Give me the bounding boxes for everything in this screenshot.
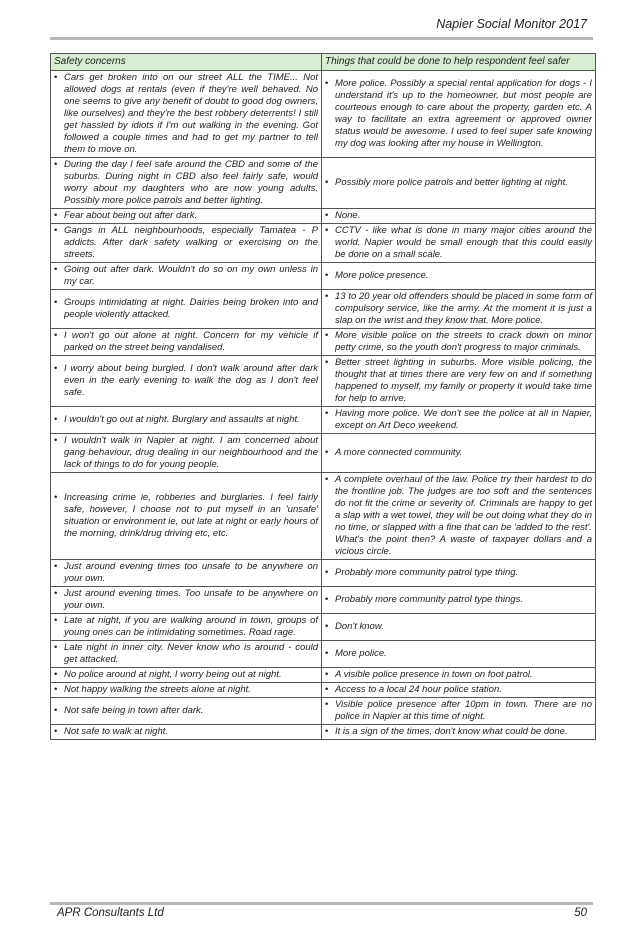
table-row xyxy=(51,290,596,329)
suggestion-cell xyxy=(322,356,596,407)
suggestion-text: None. xyxy=(335,210,361,221)
safety-concern-cell xyxy=(51,224,322,263)
bullet-icon: • xyxy=(325,684,329,695)
suggestion-cell xyxy=(322,560,596,587)
safety-concern-cell xyxy=(51,209,322,224)
safety-concern-text: Late at night, if you are walking around in town, groups of young ones can be intimidating sometimes. Road rage. xyxy=(64,615,318,638)
table-row xyxy=(51,209,596,224)
bullet-icon: • xyxy=(325,177,329,188)
bullet-icon: • xyxy=(325,291,329,302)
table-row xyxy=(51,668,596,683)
suggestion-text: Probably more community patrol type thing. xyxy=(335,567,519,578)
suggestion-cell xyxy=(322,614,596,641)
safety-concern-text: No police around at night, I worry being out at night. xyxy=(64,669,282,680)
table-row xyxy=(51,356,596,407)
table-row xyxy=(51,263,596,290)
suggestion-text: Better street lighting in suburbs. More visible policing, the thought that at times there are very few on and if something happened to myself, my family or property it would take time for help to arrive. xyxy=(335,357,592,404)
suggestion-text: More police. Possibly a special rental application for dogs - I understand it's up to the homeowner, but most people are courteous enough to care about the property, garden etc. A way to facilitate an extra agreement or approved owner status would be awesome. I used to feel super safe knowing my dog was looking after my house in Wellington. xyxy=(335,78,592,149)
bullet-icon: • xyxy=(54,726,58,737)
safety-concern-text: Just around evening times. Too unsafe to be anywhere on your own. xyxy=(64,588,318,611)
bullet-icon: • xyxy=(54,363,58,374)
safety-concern-cell xyxy=(51,725,322,740)
safety-concern-cell xyxy=(51,434,322,473)
safety-concern-text: Fear about being out after dark. xyxy=(64,210,198,221)
suggestion-cell xyxy=(322,587,596,614)
safety-concern-text: Gangs in ALL neighbourhoods, especially Tamatea - P addicts. After dark safety walking or exercising on the streets. xyxy=(64,225,318,260)
bullet-icon: • xyxy=(325,621,329,632)
table-row xyxy=(51,641,596,668)
suggestion-text: A visible police presence in town on foot patrol. xyxy=(335,669,533,680)
table-row xyxy=(51,407,596,434)
bullet-icon: • xyxy=(325,270,329,281)
safety-concern-text: Going out after dark. Wouldn't do so on my own unless in my car. xyxy=(64,264,318,287)
suggestion-text: 13 to 20 year old offenders should be placed in some form of compulsory service, like the army. At the moment it is just a slap on the wrist and they know that. More police. xyxy=(335,291,592,326)
bullet-icon: • xyxy=(54,330,58,341)
safety-concern-cell xyxy=(51,356,322,407)
bullet-icon: • xyxy=(54,210,58,221)
suggestion-text: A complete overhaul of the law. Police try their hardest to do the frontline job. The judges are too soft and the sentences do not fit the crime or severity of. Criminals are happy to get a slap with a wet towel, they will be out doing what they do in no time, or slapped with a fine that can be 'added to the rest'. What's the point then? A waste of taxpayer dollars and a vicious circle. xyxy=(335,474,592,557)
column-header-safety-concerns: Safety concerns xyxy=(51,54,322,71)
bullet-icon: • xyxy=(325,474,329,485)
bullet-icon: • xyxy=(54,705,58,716)
suggestion-cell xyxy=(322,434,596,473)
table-body xyxy=(51,71,596,740)
suggestion-cell xyxy=(322,290,596,329)
safety-concern-cell xyxy=(51,614,322,641)
bullet-icon: • xyxy=(54,159,58,170)
safety-concern-cell xyxy=(51,329,322,356)
safety-concern-cell xyxy=(51,263,322,290)
suggestion-text: Possibly more police patrols and better lighting at night. xyxy=(335,177,568,188)
safety-concern-text: Not happy walking the streets alone at night. xyxy=(64,684,251,695)
suggestion-cell xyxy=(322,725,596,740)
bullet-icon: • xyxy=(54,297,58,308)
safety-concern-text: Just around evening times too unsafe to be anywhere on your own. xyxy=(64,561,318,584)
bullet-icon: • xyxy=(325,225,329,236)
page-number: 50 xyxy=(574,907,587,919)
bullet-icon: • xyxy=(54,492,58,503)
safety-concern-cell xyxy=(51,641,322,668)
safety-concern-text: During the day I feel safe around the CBD and some of the suburbs. During night in CBD also feel fairly safe, would worry about my daughters who are now young adults. Possibly more police patrols and better lighting. xyxy=(64,159,318,206)
suggestion-text: Visible police presence after 10pm in town. There are no police in Napier at this time of night. xyxy=(335,699,592,722)
bullet-icon: • xyxy=(54,414,58,425)
suggestion-cell xyxy=(322,71,596,158)
suggestion-text: A more connected community. xyxy=(335,447,463,458)
table-row xyxy=(51,698,596,725)
safety-concern-text: Not safe to walk at night. xyxy=(64,726,169,737)
suggestion-text: Probably more community patrol type things. xyxy=(335,594,523,605)
footer-divider xyxy=(50,902,593,905)
bullet-icon: • xyxy=(325,447,329,458)
bullet-icon: • xyxy=(325,699,329,710)
suggestion-cell xyxy=(322,473,596,560)
suggestion-cell xyxy=(322,683,596,698)
safety-concern-cell xyxy=(51,407,322,434)
bullet-icon: • xyxy=(325,78,329,89)
suggestion-cell xyxy=(322,407,596,434)
bullet-icon: • xyxy=(325,648,329,659)
bullet-icon: • xyxy=(325,726,329,737)
table-row xyxy=(51,725,596,740)
safety-concern-cell xyxy=(51,473,322,560)
safety-concern-cell xyxy=(51,587,322,614)
bullet-icon: • xyxy=(325,408,329,419)
bullet-icon: • xyxy=(325,357,329,368)
safety-concern-text: I wouldn't walk in Napier at night. I am concerned about gang behaviour, drug dealing in our neighbourhood and the lack of things to do for young people. xyxy=(64,435,318,470)
bullet-icon: • xyxy=(325,669,329,680)
table-row xyxy=(51,614,596,641)
safety-concern-text: Late night in inner city. Never know who is around - could get attacked. xyxy=(64,642,318,665)
table-row xyxy=(51,587,596,614)
bullet-icon: • xyxy=(325,594,329,605)
suggestion-text: CCTV - like what is done in many major cities around the world. Napier would be small enough that this could easily be done on a small scale. xyxy=(335,225,592,260)
safety-concern-text: Cars get broken into on our street ALL the TIME... Not allowed dogs at rentals (even if they're well behaved. No one seems to give any benefit of doubt to good dog owners, like ourselves) and they're the best robbery deterrents! I still get hassled by idiots if I'm out walking in the evening. Got followed a couple times and had to get my partner to tell them to move on. xyxy=(64,72,318,155)
safety-table xyxy=(50,53,596,740)
suggestion-text: Access to a local 24 hour police station. xyxy=(335,684,502,695)
column-header-things-to-help: Things that could be done to help respondent feel safer xyxy=(322,54,596,71)
safety-concern-text: I won't go out alone at night. Concern for my vehicle if parked on the street being vandalised. xyxy=(64,330,318,353)
safety-concern-text: I worry about being burgled. I don't walk around after dark even in the early evening to walk the dog as I don't feel safe. xyxy=(64,363,318,398)
bullet-icon: • xyxy=(325,210,329,221)
suggestion-cell xyxy=(322,329,596,356)
bullet-icon: • xyxy=(54,588,58,599)
bullet-icon: • xyxy=(54,669,58,680)
table-header-row xyxy=(51,54,596,71)
table-row xyxy=(51,473,596,560)
bullet-icon: • xyxy=(325,567,329,578)
page-header-title: Napier Social Monitor 2017 xyxy=(436,17,587,31)
bullet-icon: • xyxy=(54,72,58,83)
safety-concern-cell xyxy=(51,158,322,209)
safety-concern-cell xyxy=(51,560,322,587)
table-row xyxy=(51,560,596,587)
suggestion-cell xyxy=(322,641,596,668)
bullet-icon: • xyxy=(325,330,329,341)
suggestion-text: More police presence. xyxy=(335,270,429,281)
bullet-icon: • xyxy=(54,264,58,275)
suggestion-cell xyxy=(322,263,596,290)
suggestion-text: It is a sign of the times, don't know what could be done. xyxy=(335,726,568,737)
safety-concern-cell xyxy=(51,71,322,158)
bullet-icon: • xyxy=(54,642,58,653)
suggestion-cell xyxy=(322,668,596,683)
safety-concern-text: I wouldn't go out at night. Burglary and assaults at night. xyxy=(64,414,300,425)
safety-concern-cell xyxy=(51,698,322,725)
safety-table-container xyxy=(50,53,595,740)
suggestion-cell xyxy=(322,209,596,224)
suggestion-cell xyxy=(322,158,596,209)
safety-concern-text: Groups intimidating at night. Dairies being broken into and people violently attacked. xyxy=(64,297,318,320)
suggestion-text: Having more police. We don't see the police at all in Napier, except on Art Deco weekend. xyxy=(335,408,592,431)
suggestion-cell xyxy=(322,698,596,725)
safety-concern-cell xyxy=(51,290,322,329)
bullet-icon: • xyxy=(54,684,58,695)
suggestion-text: More visible police on the streets to crack down on minor petty crime, so the youth don't progress to major criminals. xyxy=(335,330,592,353)
bullet-icon: • xyxy=(54,225,58,236)
suggestion-cell xyxy=(322,224,596,263)
table-row xyxy=(51,224,596,263)
suggestion-text: More police. xyxy=(335,648,387,659)
safety-concern-text: Not safe being in town after dark. xyxy=(64,705,204,716)
table-row xyxy=(51,329,596,356)
bullet-icon: • xyxy=(54,561,58,572)
table-row xyxy=(51,158,596,209)
suggestion-text: Don't know. xyxy=(335,621,384,632)
bullet-icon: • xyxy=(54,435,58,446)
bullet-icon: • xyxy=(54,615,58,626)
safety-concern-text: Increasing crime ie, robberies and burglaries. I feel fairly safe, however, I choose not to put myself in an 'unsafe' situation or environment ie, out late at night or early hours of the morning, drink/drug driving etc, etc. xyxy=(64,492,318,539)
footer-company: APR Consultants Ltd xyxy=(57,907,164,919)
safety-concern-cell xyxy=(51,668,322,683)
safety-concern-cell xyxy=(51,683,322,698)
table-row xyxy=(51,434,596,473)
table-row xyxy=(51,683,596,698)
table-row xyxy=(51,71,596,158)
header-divider xyxy=(50,37,593,40)
